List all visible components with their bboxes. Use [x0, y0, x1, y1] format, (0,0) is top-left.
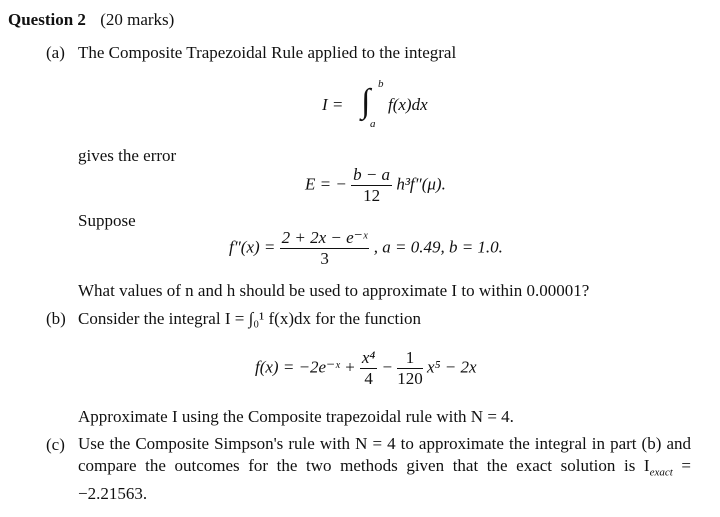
- error-rest: h³f″(μ).: [396, 174, 446, 194]
- integral-lhs: I =: [322, 95, 344, 114]
- function-rest: x⁵ − 2x: [427, 357, 477, 377]
- derivative-lhs: f″(x) =: [229, 237, 276, 257]
- function-fraction-2: [397, 348, 423, 389]
- gives-error-text: gives the error: [78, 146, 177, 165]
- function-formula: [255, 348, 477, 389]
- question-header: [8, 10, 174, 30]
- integral-lower-limit: a: [370, 118, 376, 130]
- integral-upper-limit: b: [378, 78, 384, 90]
- function-numerator-2: 1: [397, 348, 423, 369]
- question-marks: (20 marks): [100, 10, 175, 29]
- function-fraction-1: [360, 348, 377, 389]
- part-a-intro: The Composite Trapezoidal Rule applied to the integral: [78, 43, 457, 62]
- part-b-intro: Consider the integral I = ∫₀¹ f(x)dx for the function: [78, 309, 421, 328]
- error-lhs: E = −: [305, 174, 347, 194]
- integral-body: f(x)dx: [388, 95, 428, 114]
- function-denominator-1: 4: [364, 369, 373, 388]
- error-numerator: b − a: [353, 165, 391, 184]
- part-c-label: (c): [46, 435, 65, 454]
- derivative-denominator: 3: [320, 249, 329, 268]
- function-denominator-2: 120: [397, 369, 423, 388]
- part-b-approx: Approximate I using the Composite trapezoidal rule with N = 4.: [78, 407, 514, 426]
- integral-sign: ∫: [361, 83, 371, 120]
- question-number: Question 2: [8, 10, 86, 29]
- exact-value: = −2.21563.: [78, 456, 691, 504]
- error-fraction: [351, 165, 392, 206]
- function-numerator-1: x⁴: [361, 348, 376, 367]
- part-c-body: Use the Composite Simpson's rule with N = 4 to approximate the integral in part (b) and compare the outcomes for the two methods given that the exact solution is I: [78, 434, 691, 475]
- exact-subscript: exact: [649, 466, 673, 479]
- derivative-formula: [229, 228, 503, 269]
- derivative-rest: , a = 0.49, b = 1.0.: [373, 237, 503, 257]
- part-a-label: (a): [46, 43, 65, 62]
- function-minus: −: [381, 357, 394, 377]
- suppose-text: Suppose: [78, 211, 136, 230]
- error-formula: [305, 165, 446, 206]
- derivative-fraction: [280, 228, 370, 269]
- part-a-question: What values of n and h should be used to approximate I to within 0.00001?: [78, 281, 590, 300]
- part-c-text: [78, 433, 691, 505]
- function-lhs: f(x) = −2e⁻ˣ +: [255, 357, 356, 377]
- derivative-numerator: 2 + 2x − e⁻ˣ: [281, 228, 368, 247]
- integral-equation: [318, 80, 478, 130]
- part-b-label: (b): [46, 309, 66, 328]
- error-denominator: 12: [363, 186, 381, 205]
